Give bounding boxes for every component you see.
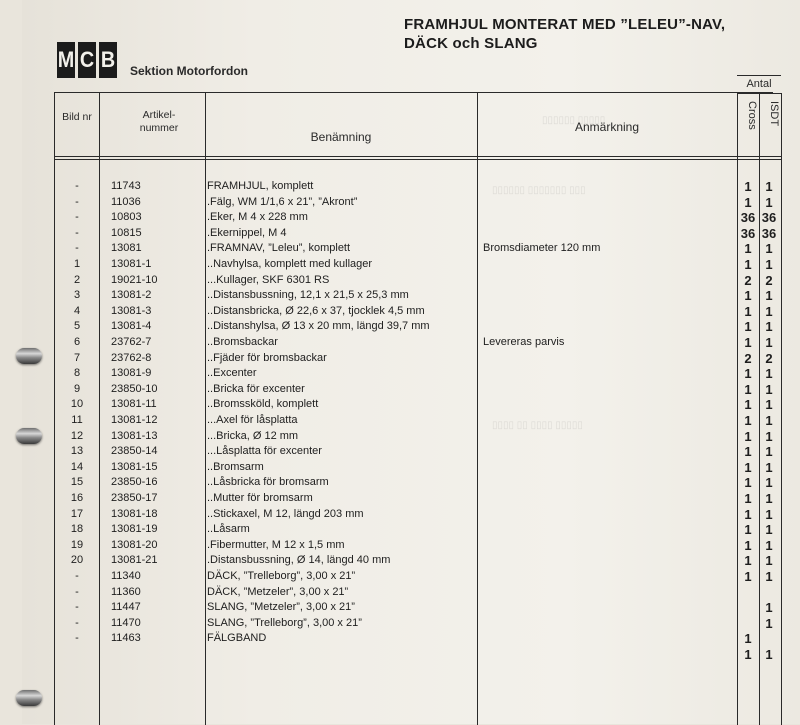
cell-artikel: 13081-2 [111, 289, 152, 302]
cell-artikel: 13081-18 [111, 507, 158, 520]
section-label: Sektion Motorfordon [130, 64, 248, 78]
cell-artikel: 10815 [111, 226, 142, 239]
cell-bild: - [75, 585, 79, 598]
cell-cross: 1 [744, 288, 752, 304]
cell-cross: 1 [744, 335, 752, 350]
cell-isdt: 1 [765, 491, 773, 506]
cell-bild: 14 [70, 460, 84, 473]
table-row [55, 319, 773, 335]
cell-artikel: 13081-9 [111, 367, 152, 380]
cell-benamning: ..Låsbricka för bromsarm [207, 476, 329, 489]
table-row [55, 444, 773, 460]
cell-bild: 13 [70, 445, 84, 458]
cell-artikel: 23762-7 [111, 336, 152, 348]
cell-isdt: 1 [765, 522, 773, 538]
mcb-logo [56, 42, 118, 78]
cell-artikel: 13081-3 [111, 304, 152, 317]
table-row [55, 507, 773, 523]
table-row [55, 553, 773, 569]
cell-cross: 1 [744, 506, 752, 522]
cell-cross: 1 [744, 444, 752, 460]
table-row [55, 600, 773, 616]
cell-bild: 11 [71, 414, 83, 426]
cell-cross: 1 [744, 179, 752, 194]
table-row [55, 460, 773, 476]
table-row [55, 429, 773, 445]
cell-isdt: 1 [765, 257, 773, 272]
cell-cross: 1 [744, 381, 752, 397]
logo-letter: M [57, 42, 75, 78]
cell-artikel: 23850-14 [111, 445, 158, 458]
cell-benamning: FRAMHJUL, komplett [207, 180, 314, 192]
cell-benamning: .Fälg, WM 1/1,6 x 21”, ”Akront” [207, 195, 358, 208]
cell-bild: 15 [70, 476, 84, 489]
cell-isdt: 1 [765, 506, 773, 522]
table-row [55, 631, 773, 647]
cell-bild: 4 [73, 304, 81, 317]
cell-bild: - [75, 195, 79, 208]
cell-artikel: 11447 [111, 601, 141, 614]
cell-artikel: 23762-8 [111, 351, 152, 364]
cell-artikel: 11360 [111, 585, 141, 598]
cell-bild: 9 [73, 382, 81, 395]
catalog-page [22, 0, 800, 724]
cell-isdt: 1 [765, 288, 773, 304]
cell-cross: 1 [744, 553, 752, 569]
header-anmarkning: Anmärkning [574, 120, 640, 134]
cell-artikel: 11036 [111, 195, 141, 208]
cell-artikel: 23850-10 [111, 382, 158, 395]
table-row [55, 179, 773, 195]
cell-cross: 1 [744, 257, 752, 272]
table-row [55, 382, 773, 398]
cell-artikel: 13081 [111, 242, 142, 255]
cell-benamning: DÄCK, ”Trelleborg”, 3,00 x 21” [207, 570, 356, 582]
table-row [55, 366, 773, 382]
show-through-text: ▯▯▯▯ ▯▯ ▯▯▯▯ ▯▯▯▯▯ [492, 420, 583, 431]
header-rule [737, 75, 781, 76]
cell-artikel: 13081-21 [111, 554, 158, 567]
cell-benamning: ...Bricka, Ø 12 mm [207, 429, 299, 442]
cell-isdt: 1 [765, 459, 773, 475]
cell-benamning: ..Bromsarm [207, 460, 264, 473]
cell-isdt: 1 [765, 569, 773, 584]
table-row [55, 257, 773, 273]
cell-benamning: ...Kullager, SKF 6301 RS [207, 273, 330, 286]
cell-artikel: 13081-1 [111, 258, 152, 270]
cell-isdt: 1 [765, 179, 773, 194]
table-row [55, 491, 773, 507]
table-row [55, 210, 777, 226]
cell-bild: 18 [70, 523, 84, 536]
cell-benamning: .Fibermutter, M 12 x 1,5 mm [207, 538, 345, 551]
cell-bild: - [75, 616, 79, 629]
cell-cross: 1 [744, 303, 752, 319]
header-antal: Antal [746, 78, 772, 90]
cell-isdt: 36 [761, 225, 777, 241]
cell-cross: 1 [744, 459, 752, 475]
table-row [55, 195, 773, 211]
cell-isdt: 1 [765, 553, 773, 569]
cell-isdt: 1 [765, 428, 773, 444]
cell-artikel: 13081-19 [111, 523, 158, 536]
cell-benamning: .Eker, M 4 x 228 mm [207, 211, 308, 224]
table-row [55, 616, 773, 632]
cell-cross: 1 [744, 647, 752, 662]
cell-bild: - [75, 601, 79, 614]
cell-bild: 12 [70, 429, 84, 442]
cell-benamning: SLANG, ”Trelleborg”, 3,00 x 21” [207, 616, 362, 629]
cell-bild: 2 [73, 273, 81, 286]
cell-benamning: .FRAMNAV, ”Leleu”, komplett [207, 242, 351, 255]
header-isdt: ISDT [768, 101, 780, 127]
cell-benamning: ..Excenter [207, 367, 257, 380]
cell-cross: 1 [744, 631, 752, 647]
cell-isdt: 1 [765, 303, 773, 319]
header-bild: Bild nr [62, 111, 92, 123]
logo-letter: B [99, 42, 117, 78]
cell-benamning: ..Låsarm [207, 523, 250, 536]
cell-isdt: 1 [765, 397, 773, 413]
cell-cross: 2 [744, 350, 752, 366]
cell-isdt: 1 [765, 475, 773, 491]
table-row [55, 273, 773, 289]
cell-bild: 5 [73, 320, 81, 333]
table-row [55, 585, 773, 601]
cell-cross: 1 [744, 537, 752, 553]
cell-bild: - [75, 632, 79, 645]
cell-bild: 10 [70, 398, 84, 411]
cell-benamning: ...Låsplatta för excenter [207, 445, 322, 458]
cell-isdt: 1 [765, 413, 773, 428]
cell-bild: - [75, 570, 79, 582]
binder-ring-icon [16, 690, 42, 706]
cell-artikel: 13081-13 [111, 429, 158, 442]
cell-benamning: ..Bromssköld, komplett [207, 398, 319, 411]
cell-benamning: ..Mutter för bromsarm [207, 492, 313, 504]
table-row [55, 413, 773, 429]
table-row [55, 225, 777, 242]
header-benamning: Benämning [310, 130, 372, 144]
page-title [404, 15, 725, 53]
cell-bild: 20 [70, 554, 84, 567]
cell-cross: 1 [744, 366, 752, 382]
cell-benamning: .Distansbussning, Ø 14, längd 40 mm [207, 554, 391, 567]
cell-cross: 1 [744, 413, 752, 428]
table-row [55, 304, 773, 320]
cell-cross: 36 [740, 210, 756, 226]
cell-isdt: 1 [765, 194, 773, 210]
cell-artikel: 11743 [111, 180, 141, 192]
cell-artikel: 11463 [111, 632, 141, 645]
cell-cross: 1 [744, 241, 752, 257]
cell-bild: 7 [73, 351, 81, 364]
cell-isdt: 1 [765, 335, 773, 350]
cell-cross: 1 [744, 194, 752, 210]
cell-benamning: ..Bricka för excenter [207, 382, 305, 395]
header-rule [55, 156, 781, 157]
cell-artikel: 13081-11 [111, 398, 157, 411]
cell-bild: 6 [73, 336, 81, 348]
table-row [55, 241, 773, 257]
cell-artikel: 23850-16 [111, 476, 158, 489]
cell-cross: 1 [744, 475, 752, 491]
header-artikel: Artikel- nummer [139, 109, 179, 134]
cell-bild: 16 [70, 492, 84, 504]
cell-isdt: 1 [765, 319, 773, 335]
cell-artikel: 11470 [111, 616, 141, 629]
cell-benamning: SLANG, ”Metzeler”, 3,00 x 21” [207, 601, 355, 614]
cell-benamning: ..Distansbussning, 12,1 x 21,5 x 25,3 mm [207, 289, 409, 302]
cell-isdt: 1 [765, 381, 773, 397]
cell-artikel: 23850-17 [111, 492, 158, 504]
cell-bild: - [75, 211, 79, 224]
cell-bild: 19 [70, 538, 84, 551]
cell-artikel: 19021-10 [111, 273, 158, 286]
cell-benamning: ..Bromsbackar [207, 336, 278, 348]
cell-isdt: 1 [765, 366, 773, 382]
cell-cross: 1 [744, 522, 752, 538]
table-row [55, 538, 773, 554]
logo-letter: C [78, 42, 96, 78]
cell-benamning: ..Navhylsa, komplett med kullager [207, 258, 373, 270]
cell-isdt: 2 [765, 350, 773, 366]
title-line-2: DÄCK och SLANG [404, 35, 538, 52]
binder-ring-icon [16, 428, 42, 444]
cell-isdt: 2 [765, 272, 773, 288]
cell-benamning: ...Axel för låsplatta [207, 414, 298, 426]
table-row [55, 647, 773, 663]
cell-artikel: 13081-4 [111, 320, 152, 333]
table-row [55, 351, 773, 367]
column-divider [781, 93, 782, 725]
cell-cross: 1 [744, 491, 752, 506]
cell-isdt: 1 [765, 600, 773, 616]
table-row [55, 397, 773, 413]
cell-artikel: 11340 [111, 570, 141, 582]
cell-benamning: DÄCK, ”Metzeler”, 3,00 x 21” [207, 585, 349, 598]
cell-isdt: 36 [761, 210, 777, 226]
cell-benamning: FÄLGBAND [207, 632, 267, 645]
cell-cross: 1 [744, 428, 752, 444]
table-row [55, 475, 773, 491]
table-row [55, 335, 773, 351]
cell-benamning: ..Stickaxel, M 12, längd 203 mm [207, 507, 364, 520]
cell-cross: 36 [740, 225, 756, 241]
cell-bild: 3 [73, 289, 81, 302]
cell-bild: 1 [73, 258, 81, 270]
cell-cross: 1 [744, 319, 752, 335]
show-through-text: ▯▯▯▯▯▯ ▯▯▯▯▯ [542, 115, 606, 126]
cell-anmarkning: Bromsdiameter 120 mm [483, 242, 601, 255]
show-through-text: ▯▯▯▯▯▯ ▯▯▯▯▯▯▯ ▯▯▯ [492, 185, 586, 196]
table-row [55, 288, 773, 304]
cell-isdt: 1 [765, 615, 773, 631]
cell-benamning: ..Fjäder för bromsbackar [207, 351, 327, 364]
cell-bild: 8 [73, 367, 81, 380]
cell-bild: - [75, 242, 79, 255]
cell-artikel: 13081-15 [111, 460, 158, 473]
header-cross: Cross [746, 101, 758, 130]
cell-bild: - [75, 180, 79, 192]
header-rule [55, 159, 781, 160]
parts-table [54, 78, 780, 725]
cell-bild: - [75, 226, 79, 239]
binder-ring-icon [16, 348, 42, 364]
cell-artikel: 13081-12 [111, 414, 158, 426]
header-rule [737, 93, 781, 94]
cell-artikel: 13081-20 [111, 538, 158, 551]
cell-cross: 2 [744, 272, 752, 288]
cell-isdt: 1 [765, 647, 773, 662]
cell-isdt: 1 [765, 444, 773, 460]
cell-isdt: 1 [765, 241, 773, 257]
title-line-1: FRAMHJUL MONTERAT MED ”LELEU”-NAV, [404, 16, 726, 33]
cell-benamning: ..Distanshylsa, Ø 13 x 20 mm, längd 39,7 mm [207, 320, 430, 333]
cell-cross: 1 [744, 569, 752, 584]
cell-benamning: .Ekernippel, M 4 [207, 226, 287, 239]
cell-anmarkning: Levereras parvis [483, 336, 565, 348]
cell-cross: 1 [744, 397, 752, 413]
table-row [55, 569, 773, 585]
cell-artikel: 10803 [111, 211, 142, 224]
cell-isdt: 1 [765, 537, 773, 553]
cell-bild: 17 [70, 507, 84, 520]
cell-benamning: ..Distansbricka, Ø 22,6 x 37, tjocklek 4,5 mm [207, 304, 425, 317]
table-row [55, 522, 773, 538]
